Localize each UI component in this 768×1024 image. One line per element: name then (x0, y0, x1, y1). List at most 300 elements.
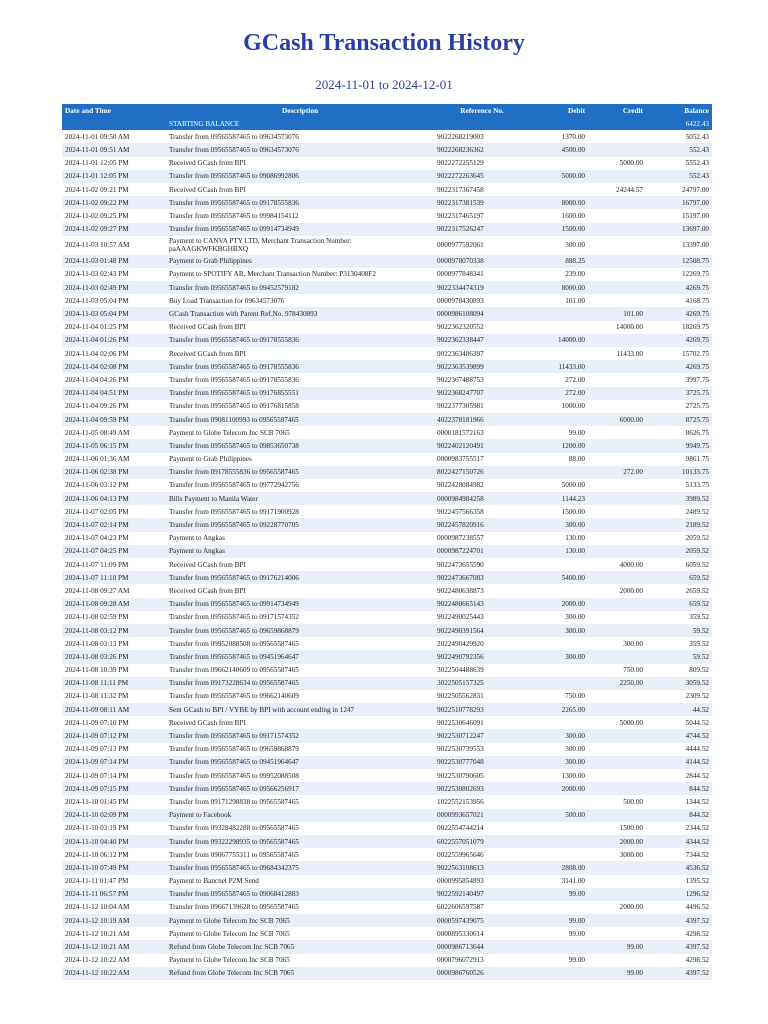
cell-description: Transfer from 09565587465 to 09452579182 (166, 281, 434, 294)
cell-reference: 0000181572163 (434, 426, 530, 439)
cell-credit (588, 518, 646, 531)
cell-credit: 2250.00 (588, 677, 646, 690)
cell-debit: 888.25 (530, 255, 588, 268)
header-row (62, 104, 712, 117)
cell-credit: 5000.00 (588, 716, 646, 729)
cell-reference: 0000986713644 (434, 940, 530, 953)
cell-date: 2024-11-08 11:32 PM (62, 690, 166, 703)
cell-date: 2024-11-04 09:59 PM (62, 413, 166, 426)
cell-debit: 300.00 (530, 611, 588, 624)
cell-debit: 2000.00 (530, 782, 588, 795)
cell-date: 2024-11-03 02:43 PM (62, 268, 166, 281)
table-row (62, 927, 712, 940)
cell-debit: 1000.00 (530, 400, 588, 413)
cell-debit: 130.00 (530, 545, 588, 558)
cell-debit (530, 584, 588, 597)
table-row (62, 729, 712, 742)
cell-description: Transfer from 09565587465 to 09566256917 (166, 782, 434, 795)
cell-debit: 99.00 (530, 888, 588, 901)
table-row (62, 677, 712, 690)
cell-debit (530, 664, 588, 677)
cell-reference: 0000978070338 (434, 255, 530, 268)
cell-description: Payment to Grab Philippines (166, 453, 434, 466)
table-row (62, 769, 712, 782)
cell-credit: 2000.00 (588, 901, 646, 914)
cell-balance: 844.52 (646, 809, 712, 822)
cell-balance: 2059.52 (646, 545, 712, 558)
cell-description: Transfer from 09667139628 to 09565587465 (166, 901, 434, 914)
cell-date: 2024-11-04 02:06 PM (62, 347, 166, 360)
cell-description: Payment to Globe Telecom Inc SCB 7065 (166, 426, 434, 439)
cell-credit (588, 703, 646, 716)
cell-balance: 4536.52 (646, 861, 712, 874)
cell-date: 2024-11-04 09:26 PM (62, 400, 166, 413)
cell-debit (530, 835, 588, 848)
cell-reference: 9022368247707 (434, 387, 530, 400)
cell-debit: 300.00 (530, 518, 588, 531)
cell-description: Received GCash from BPI (166, 183, 434, 196)
cell-date: 2024-11-09 07:15 PM (62, 782, 166, 795)
cell-balance: 359.52 (646, 637, 712, 650)
cell-reference: 9022530802693 (434, 782, 530, 795)
cell-credit (588, 769, 646, 782)
cell-reference: 9022317367458 (434, 183, 530, 196)
cell-debit (530, 967, 588, 980)
cell-reference: 9022457820916 (434, 518, 530, 531)
cell-description: Payment to CANVA PTY LTD, Merchant Transaction Number: paAAAGKWFKBGHBXQ (166, 236, 434, 255)
cell-balance: 44.52 (646, 703, 712, 716)
table-row (62, 795, 712, 808)
table-row (62, 196, 712, 209)
table-row (62, 664, 712, 677)
cell-debit: 1500.00 (530, 223, 588, 236)
cell-reference (434, 117, 530, 130)
cell-credit: 6000.00 (588, 413, 646, 426)
cell-date: 2024-11-12 10:21 AM (62, 940, 166, 953)
cell-reference: 9022480638873 (434, 584, 530, 597)
cell-date: 2024-11-03 01:48 PM (62, 255, 166, 268)
cell-reference: 9022490792356 (434, 650, 530, 663)
cell-date: 2024-11-03 05:04 PM (62, 307, 166, 320)
cell-reference: 9022317381539 (434, 196, 530, 209)
cell-date: 2024-11-07 02:05 PM (62, 505, 166, 518)
cell-description: Transfer from 09565587465 to 09178555836 (166, 334, 434, 347)
cell-date: 2024-11-03 02:49 PM (62, 281, 166, 294)
cell-description: Transfer from 09565587465 to 09171574352 (166, 729, 434, 742)
cell-description: Transfer from 09565587465 to 09178555836 (166, 360, 434, 373)
cell-balance: 13697.00 (646, 223, 712, 236)
table-row (62, 479, 712, 492)
cell-description: Received GCash from BPI (166, 716, 434, 729)
cell-description: Refund from Globe Telecom Inc SCB 7065 (166, 967, 434, 980)
cell-date: 2024-11-09 07:13 PM (62, 743, 166, 756)
cell-date: 2024-11-10 04:40 PM (62, 835, 166, 848)
cell-balance: 59.52 (646, 624, 712, 637)
cell-debit: 101.00 (530, 294, 588, 307)
cell-debit: 500.00 (530, 809, 588, 822)
cell-credit (588, 426, 646, 439)
table-row (62, 822, 712, 835)
cell-date: 2024-11-06 03:12 PM (62, 479, 166, 492)
cell-description: Transfer from 09322298935 to 09565587465 (166, 835, 434, 848)
column-header-reference: Reference No. (434, 104, 530, 117)
cell-credit: 1500.00 (588, 822, 646, 835)
cell-credit (588, 729, 646, 742)
cell-debit: 1370.00 (530, 130, 588, 143)
table-row (62, 703, 712, 716)
cell-credit: 99.00 (588, 940, 646, 953)
cell-reference: 9022530739553 (434, 743, 530, 756)
cell-balance: 8626.75 (646, 426, 712, 439)
cell-date: 2024-11-08 11:11 PM (62, 677, 166, 690)
column-header-credit: Credit (588, 104, 646, 117)
cell-date: 2024-11-04 02:08 PM (62, 360, 166, 373)
cell-balance: 4344.52 (646, 835, 712, 848)
cell-date: 2024-11-01 09:51 AM (62, 143, 166, 156)
cell-reference: 2022490429920 (434, 637, 530, 650)
cell-description: Transfer from 09171298838 to 09565587465 (166, 795, 434, 808)
table-row (62, 143, 712, 156)
table-body (62, 117, 712, 980)
cell-description: Received GCash from BPI (166, 558, 434, 571)
cell-debit: 300.00 (530, 729, 588, 742)
cell-date: 2024-11-04 01:26 PM (62, 334, 166, 347)
cell-credit (588, 598, 646, 611)
table-row (62, 453, 712, 466)
cell-date: 2024-11-01 12:05 PM (62, 170, 166, 183)
cell-credit (588, 954, 646, 967)
cell-credit: 500.00 (588, 795, 646, 808)
cell-debit: 4500.00 (530, 143, 588, 156)
table-row (62, 611, 712, 624)
cell-reference: 0000987238557 (434, 532, 530, 545)
cell-description: STARTING BALANCE (166, 117, 434, 130)
cell-description: Transfer from 09565587465 to 09086992806 (166, 170, 434, 183)
cell-credit (588, 782, 646, 795)
cell-date: 2024-11-03 10:57 AM (62, 236, 166, 255)
cell-balance: 3997.75 (646, 373, 712, 386)
cell-credit (588, 143, 646, 156)
cell-date: 2024-11-10 03:19 PM (62, 822, 166, 835)
cell-reference: 9022480665143 (434, 598, 530, 611)
cell-description: Transfer from 09178555836 to 09565587465 (166, 466, 434, 479)
cell-description: Transfer from 09565587465 to 09914734949 (166, 598, 434, 611)
cell-description: Transfer from 09565587465 to 09178555836 (166, 373, 434, 386)
cell-credit: 272.00 (588, 466, 646, 479)
cell-date: 2024-11-12 10:21 AM (62, 927, 166, 940)
transaction-table (62, 104, 712, 980)
cell-balance: 4269.75 (646, 307, 712, 320)
cell-credit (588, 492, 646, 505)
cell-description: Payment to Grab Philippines (166, 255, 434, 268)
cell-debit: 99.00 (530, 914, 588, 927)
cell-credit (588, 888, 646, 901)
cell-description: Transfer from 09565587465 to 09984154112 (166, 209, 434, 222)
table-row (62, 835, 712, 848)
cell-credit (588, 236, 646, 255)
cell-credit (588, 650, 646, 663)
cell-debit: 8000.00 (530, 281, 588, 294)
cell-reference: 0000986760526 (434, 967, 530, 980)
cell-reference: 9022272255129 (434, 157, 530, 170)
cell-credit: 2000.00 (588, 584, 646, 597)
cell-balance: 10133.75 (646, 466, 712, 479)
cell-credit (588, 624, 646, 637)
cell-date: 2024-11-04 01:25 PM (62, 321, 166, 334)
cell-debit: 300.00 (530, 756, 588, 769)
cell-credit (588, 690, 646, 703)
cell-debit: 300.00 (530, 624, 588, 637)
cell-reference: 9022377305981 (434, 400, 530, 413)
cell-description: Payment to Angkas (166, 545, 434, 558)
cell-reference: 1022552153956 (434, 795, 530, 808)
table-row (62, 183, 712, 196)
cell-date (62, 117, 166, 130)
cell-debit: 1144.23 (530, 492, 588, 505)
cell-description: Payment to Globe Telecom Inc SCB 7065 (166, 927, 434, 940)
cell-debit: 2000.00 (530, 598, 588, 611)
column-header-debit: Debit (530, 104, 588, 117)
cell-balance: 5052.43 (646, 130, 712, 143)
cell-credit (588, 861, 646, 874)
cell-reference: 9022428084982 (434, 479, 530, 492)
cell-balance: 15702.75 (646, 347, 712, 360)
cell-description: Transfer from 09565587465 to 09176815858 (166, 400, 434, 413)
table-row (62, 545, 712, 558)
cell-debit (530, 795, 588, 808)
cell-description: Received GCash from BPI (166, 584, 434, 597)
cell-balance: 4269.75 (646, 360, 712, 373)
table-row (62, 598, 712, 611)
cell-balance: 9949.75 (646, 439, 712, 452)
table-row (62, 505, 712, 518)
cell-date: 2024-11-07 04:25 PM (62, 545, 166, 558)
cell-balance: 4496.52 (646, 901, 712, 914)
cell-reference: 9022490391564 (434, 624, 530, 637)
cell-credit (588, 294, 646, 307)
cell-debit: 239.00 (530, 268, 588, 281)
cell-reference: 0000983755517 (434, 453, 530, 466)
cell-date: 2024-11-10 01:45 PM (62, 795, 166, 808)
cell-description: Transfer from 09565587465 to 09853650738 (166, 439, 434, 452)
cell-description: Transfer from 09565587465 to 09068412883 (166, 888, 434, 901)
cell-debit: 750.00 (530, 690, 588, 703)
table-row (62, 848, 712, 861)
cell-date: 2024-11-08 10:39 PM (62, 664, 166, 677)
cell-credit (588, 545, 646, 558)
cell-balance: 1395.52 (646, 875, 712, 888)
cell-reference: 9022317465197 (434, 209, 530, 222)
cell-reference: 9022402120491 (434, 439, 530, 452)
cell-balance: 2844.52 (646, 769, 712, 782)
cell-balance: 844.52 (646, 782, 712, 795)
cell-balance: 552.43 (646, 170, 712, 183)
cell-balance: 552.43 (646, 143, 712, 156)
cell-date: 2024-11-08 02:59 PM (62, 611, 166, 624)
date-range: 2024-11-01 to 2024-12-01 (315, 77, 453, 92)
table-row (62, 321, 712, 334)
cell-reference: 9022268219003 (434, 130, 530, 143)
cell-description: Received GCash from BPI (166, 157, 434, 170)
cell-credit (588, 914, 646, 927)
cell-balance: 4444.52 (646, 743, 712, 756)
cell-balance: 4269.75 (646, 334, 712, 347)
cell-balance: 2189.52 (646, 518, 712, 531)
cell-credit: 300.00 (588, 637, 646, 650)
cell-balance: 2344.52 (646, 822, 712, 835)
table-row (62, 400, 712, 413)
cell-reference: 9022362320552 (434, 321, 530, 334)
cell-description: Transfer from 09565587465 to 09634573076 (166, 130, 434, 143)
cell-debit: 99.00 (530, 426, 588, 439)
table-row (62, 255, 712, 268)
cell-description: Transfer from 09565587465 to 09772942756 (166, 479, 434, 492)
cell-credit (588, 223, 646, 236)
cell-reference: 0000993657021 (434, 809, 530, 822)
cell-balance: 4397.52 (646, 967, 712, 980)
cell-balance: 1296.52 (646, 888, 712, 901)
cell-balance: 4298.52 (646, 954, 712, 967)
cell-balance: 9861.75 (646, 453, 712, 466)
cell-description: Transfer from 09328482288 to 09565587465 (166, 822, 434, 835)
cell-reference: 9022530646091 (434, 716, 530, 729)
table-row (62, 334, 712, 347)
table-row (62, 532, 712, 545)
cell-credit (588, 453, 646, 466)
cell-balance: 4298.52 (646, 927, 712, 940)
cell-debit: 5000.00 (530, 170, 588, 183)
cell-balance: 8725.75 (646, 413, 712, 426)
cell-debit (530, 157, 588, 170)
cell-reference: 4022378181966 (434, 413, 530, 426)
table-row (62, 861, 712, 874)
cell-description: Transfer from 09662140609 to 09565587465 (166, 664, 434, 677)
cell-date: 2024-11-08 09:28 AM (62, 598, 166, 611)
cell-credit (588, 875, 646, 888)
cell-date: 2024-11-10 07:49 PM (62, 861, 166, 874)
cell-date: 2024-11-05 08:49 AM (62, 426, 166, 439)
cell-credit (588, 571, 646, 584)
cell-description: Transfer from 09565587465 to 09634573076 (166, 143, 434, 156)
table-row (62, 294, 712, 307)
table-row (62, 558, 712, 571)
cell-date: 2024-11-04 04:26 PM (62, 373, 166, 386)
table-row (62, 809, 712, 822)
cell-balance: 5133.75 (646, 479, 712, 492)
cell-debit (530, 321, 588, 334)
cell-date: 2024-11-05 06:15 PM (62, 439, 166, 452)
starting-balance-row (62, 117, 712, 130)
cell-credit (588, 130, 646, 143)
cell-balance: 1344.52 (646, 795, 712, 808)
cell-balance: 3059.52 (646, 677, 712, 690)
cell-description: Transfer from 09565587465 to 09659868879 (166, 743, 434, 756)
cell-balance: 2659.52 (646, 584, 712, 597)
cell-date: 2024-11-09 07:10 PM (62, 716, 166, 729)
cell-credit (588, 334, 646, 347)
cell-description: Transfer from 09173228634 to 09565587465 (166, 677, 434, 690)
cell-credit (588, 756, 646, 769)
cell-reference: 9022530712247 (434, 729, 530, 742)
cell-debit: 1500.00 (530, 505, 588, 518)
cell-date: 2024-11-07 11:09 PM (62, 558, 166, 571)
table-row (62, 967, 712, 980)
cell-debit: 2265.00 (530, 703, 588, 716)
cell-credit (588, 743, 646, 756)
cell-description: Transfer from 09952088508 to 09565587465 (166, 637, 434, 650)
cell-debit: 1300.00 (530, 769, 588, 782)
cell-balance: 659.52 (646, 598, 712, 611)
cell-description: Transfer from 09565587465 to 09914734949 (166, 223, 434, 236)
cell-reference: 9022490025443 (434, 611, 530, 624)
cell-reference: 8022427150726 (434, 466, 530, 479)
cell-credit (588, 927, 646, 940)
cell-balance: 4269.75 (646, 281, 712, 294)
cell-date: 2024-11-09 07:14 PM (62, 769, 166, 782)
cell-balance: 359.52 (646, 611, 712, 624)
cell-date: 2024-11-08 03:12 PM (62, 624, 166, 637)
cell-reference: 0000796072913 (434, 954, 530, 967)
cell-date: 2024-11-03 05:04 PM (62, 294, 166, 307)
cell-balance: 6422.43 (646, 117, 712, 130)
cell-debit (530, 307, 588, 320)
table-row (62, 940, 712, 953)
cell-debit (530, 637, 588, 650)
cell-credit (588, 170, 646, 183)
column-header-description: Description (166, 104, 434, 117)
cell-date: 2024-11-12 10:04 AM (62, 901, 166, 914)
cell-credit (588, 117, 646, 130)
cell-balance: 3725.75 (646, 387, 712, 400)
cell-debit (530, 183, 588, 196)
cell-credit (588, 809, 646, 822)
cell-reference: 9022592140497 (434, 888, 530, 901)
cell-date: 2024-11-02 09:27 PM (62, 223, 166, 236)
cell-balance: 7344.52 (646, 848, 712, 861)
table-row (62, 307, 712, 320)
cell-reference: 6022557051079 (434, 835, 530, 848)
cell-description: Payment to Globe Telecom Inc SCB 7065 (166, 914, 434, 927)
cell-date: 2024-11-07 11:10 PM (62, 571, 166, 584)
table-row (62, 268, 712, 281)
cell-date: 2024-11-01 09:50 AM (62, 130, 166, 143)
cell-balance: 18269.75 (646, 321, 712, 334)
cell-credit (588, 400, 646, 413)
cell-date: 2024-11-09 08:11 AM (62, 703, 166, 716)
cell-balance: 4144.52 (646, 756, 712, 769)
table-row (62, 492, 712, 505)
cell-description: Payment to Globe Telecom Inc SCB 7065 (166, 954, 434, 967)
cell-credit: 3000.00 (588, 848, 646, 861)
cell-debit: 14000.00 (530, 334, 588, 347)
cell-reference: 9022530790605 (434, 769, 530, 782)
cell-credit: 5000.00 (588, 157, 646, 170)
cell-reference: 0000995854893 (434, 875, 530, 888)
cell-reference: 0022554744214 (434, 822, 530, 835)
cell-debit: 1600.00 (530, 209, 588, 222)
cell-description: Received GCash from BPI (166, 321, 434, 334)
cell-description: Transfer from 09565587465 to 09171900928 (166, 505, 434, 518)
cell-balance: 16797.00 (646, 196, 712, 209)
cell-date: 2024-11-12 10:22 AM (62, 967, 166, 980)
cell-description: Transfer from 09565587465 to 09176214006 (166, 571, 434, 584)
cell-description: Refund from Globe Telecom Inc SCB 7065 (166, 940, 434, 953)
cell-credit: 11433.00 (588, 347, 646, 360)
table-row (62, 281, 712, 294)
cell-debit: 88.00 (530, 453, 588, 466)
cell-debit (530, 558, 588, 571)
cell-reference: 0022559965646 (434, 848, 530, 861)
